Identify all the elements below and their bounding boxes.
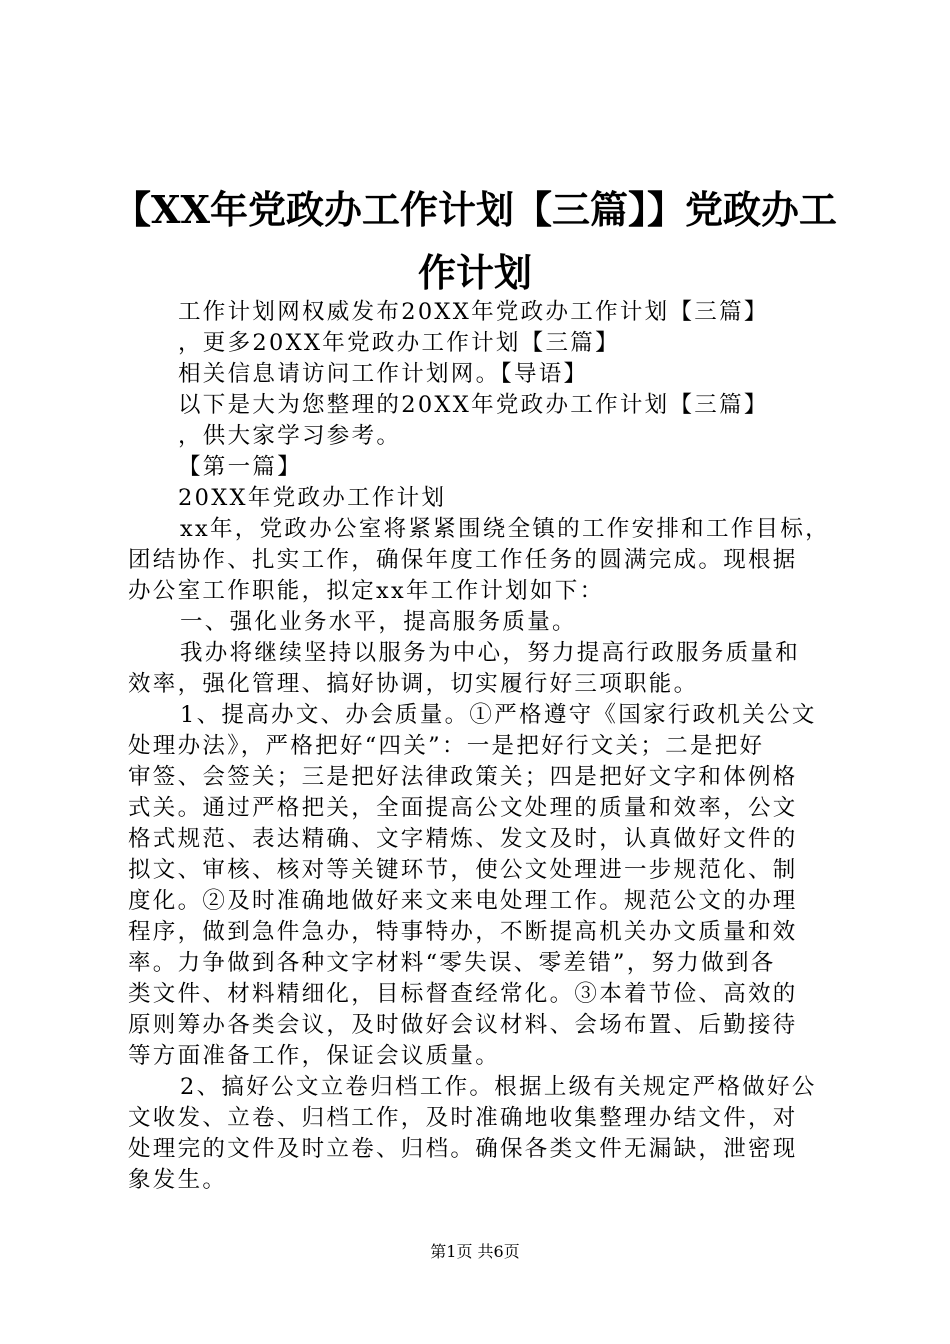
- intro-line: ，供大家学习参考。: [178, 423, 402, 449]
- paragraph-line: 度化。②及时准确地做好来文来电处理工作。规范公文的办理: [128, 888, 798, 914]
- paragraph-line: 格式规范、表达精确、文字精炼、发文及时，认真做好文件的: [128, 826, 798, 852]
- paragraph-line: 团结协作、扎实工作，确保年度工作任务的圆满完成。现根据: [128, 547, 798, 573]
- paragraph-line: 文收发、立卷、归档工作，及时准确地收集整理办结文件，对: [128, 1105, 798, 1131]
- paragraph-line: 拟文、审核、核对等关键环节，使公文处理进一步规范化、制: [128, 857, 798, 883]
- paragraph-line: 处理完的文件及时立卷、归档。确保各类文件无漏缺，泄密现: [128, 1136, 798, 1162]
- paragraph-line: 2、搞好公文立卷归档工作。根据上级有关规定严格做好公: [180, 1074, 817, 1100]
- intro-line: 以下是大为您整理的20XX年党政办工作计划【三篇】: [178, 392, 769, 418]
- paragraph-line: 1、提高办文、办会质量。①严格遵守《国家行政机关公文: [180, 702, 817, 728]
- paragraph-line: 我办将继续坚持以服务为中心，努力提高行政服务质量和: [180, 640, 801, 666]
- paragraph-line: 率。力争做到各种文字材料“零失误、零差错”，努力做到各: [128, 950, 776, 976]
- paragraph-line: 原则筹办各类会议，及时做好会议材料、会场布置、后勤接待: [128, 1012, 798, 1038]
- paragraph-line: 类文件、材料精细化，目标督查经常化。③本着节俭、高效的: [128, 981, 798, 1007]
- paragraph-line: 办公室工作职能，拟定xx年工作计划如下：: [128, 578, 605, 604]
- section-heading: 【第一篇】: [178, 454, 303, 480]
- intro-line: 相关信息请访问工作计划网。【导语】: [178, 361, 589, 387]
- page-number-footer: 第1页 共6页: [430, 1242, 520, 1261]
- intro-line: 工作计划网权威发布20XX年党政办工作计划【三篇】: [178, 299, 769, 325]
- paragraph-line: 等方面准备工作，保证会议质量。: [128, 1043, 501, 1069]
- paragraph-line: 效率，强化管理、搞好协调，切实履行好三项职能。: [128, 671, 699, 697]
- paragraph-line: 象发生。: [128, 1167, 228, 1193]
- document-title-line-2: 作计划: [417, 250, 532, 295]
- paragraph-line: 审签、会签关；三是把好法律政策关；四是把好文字和体例格: [128, 764, 798, 790]
- plan-heading: 20XX年党政办工作计划: [178, 485, 447, 511]
- intro-line: ，更多20XX年党政办工作计划【三篇】: [178, 330, 620, 356]
- document-title-line-1: 【XX年党政办工作计划【三篇】】党政办工: [113, 187, 837, 232]
- paragraph-line: 处理办法》，严格把好“四关”：一是把好行文关；二是把好: [128, 733, 765, 759]
- paragraph-line: 式关。通过严格把关，全面提高公文处理的质量和效率，公文: [128, 795, 798, 821]
- paragraph-line: 一、强化业务水平，提高服务质量。: [180, 609, 577, 635]
- paragraph-line: xx年，党政办公室将紧紧围绕全镇的工作安排和工作目标，: [180, 516, 830, 542]
- paragraph-line: 程序，做到急件急办，特事特办，不断提高机关办文质量和效: [128, 919, 798, 945]
